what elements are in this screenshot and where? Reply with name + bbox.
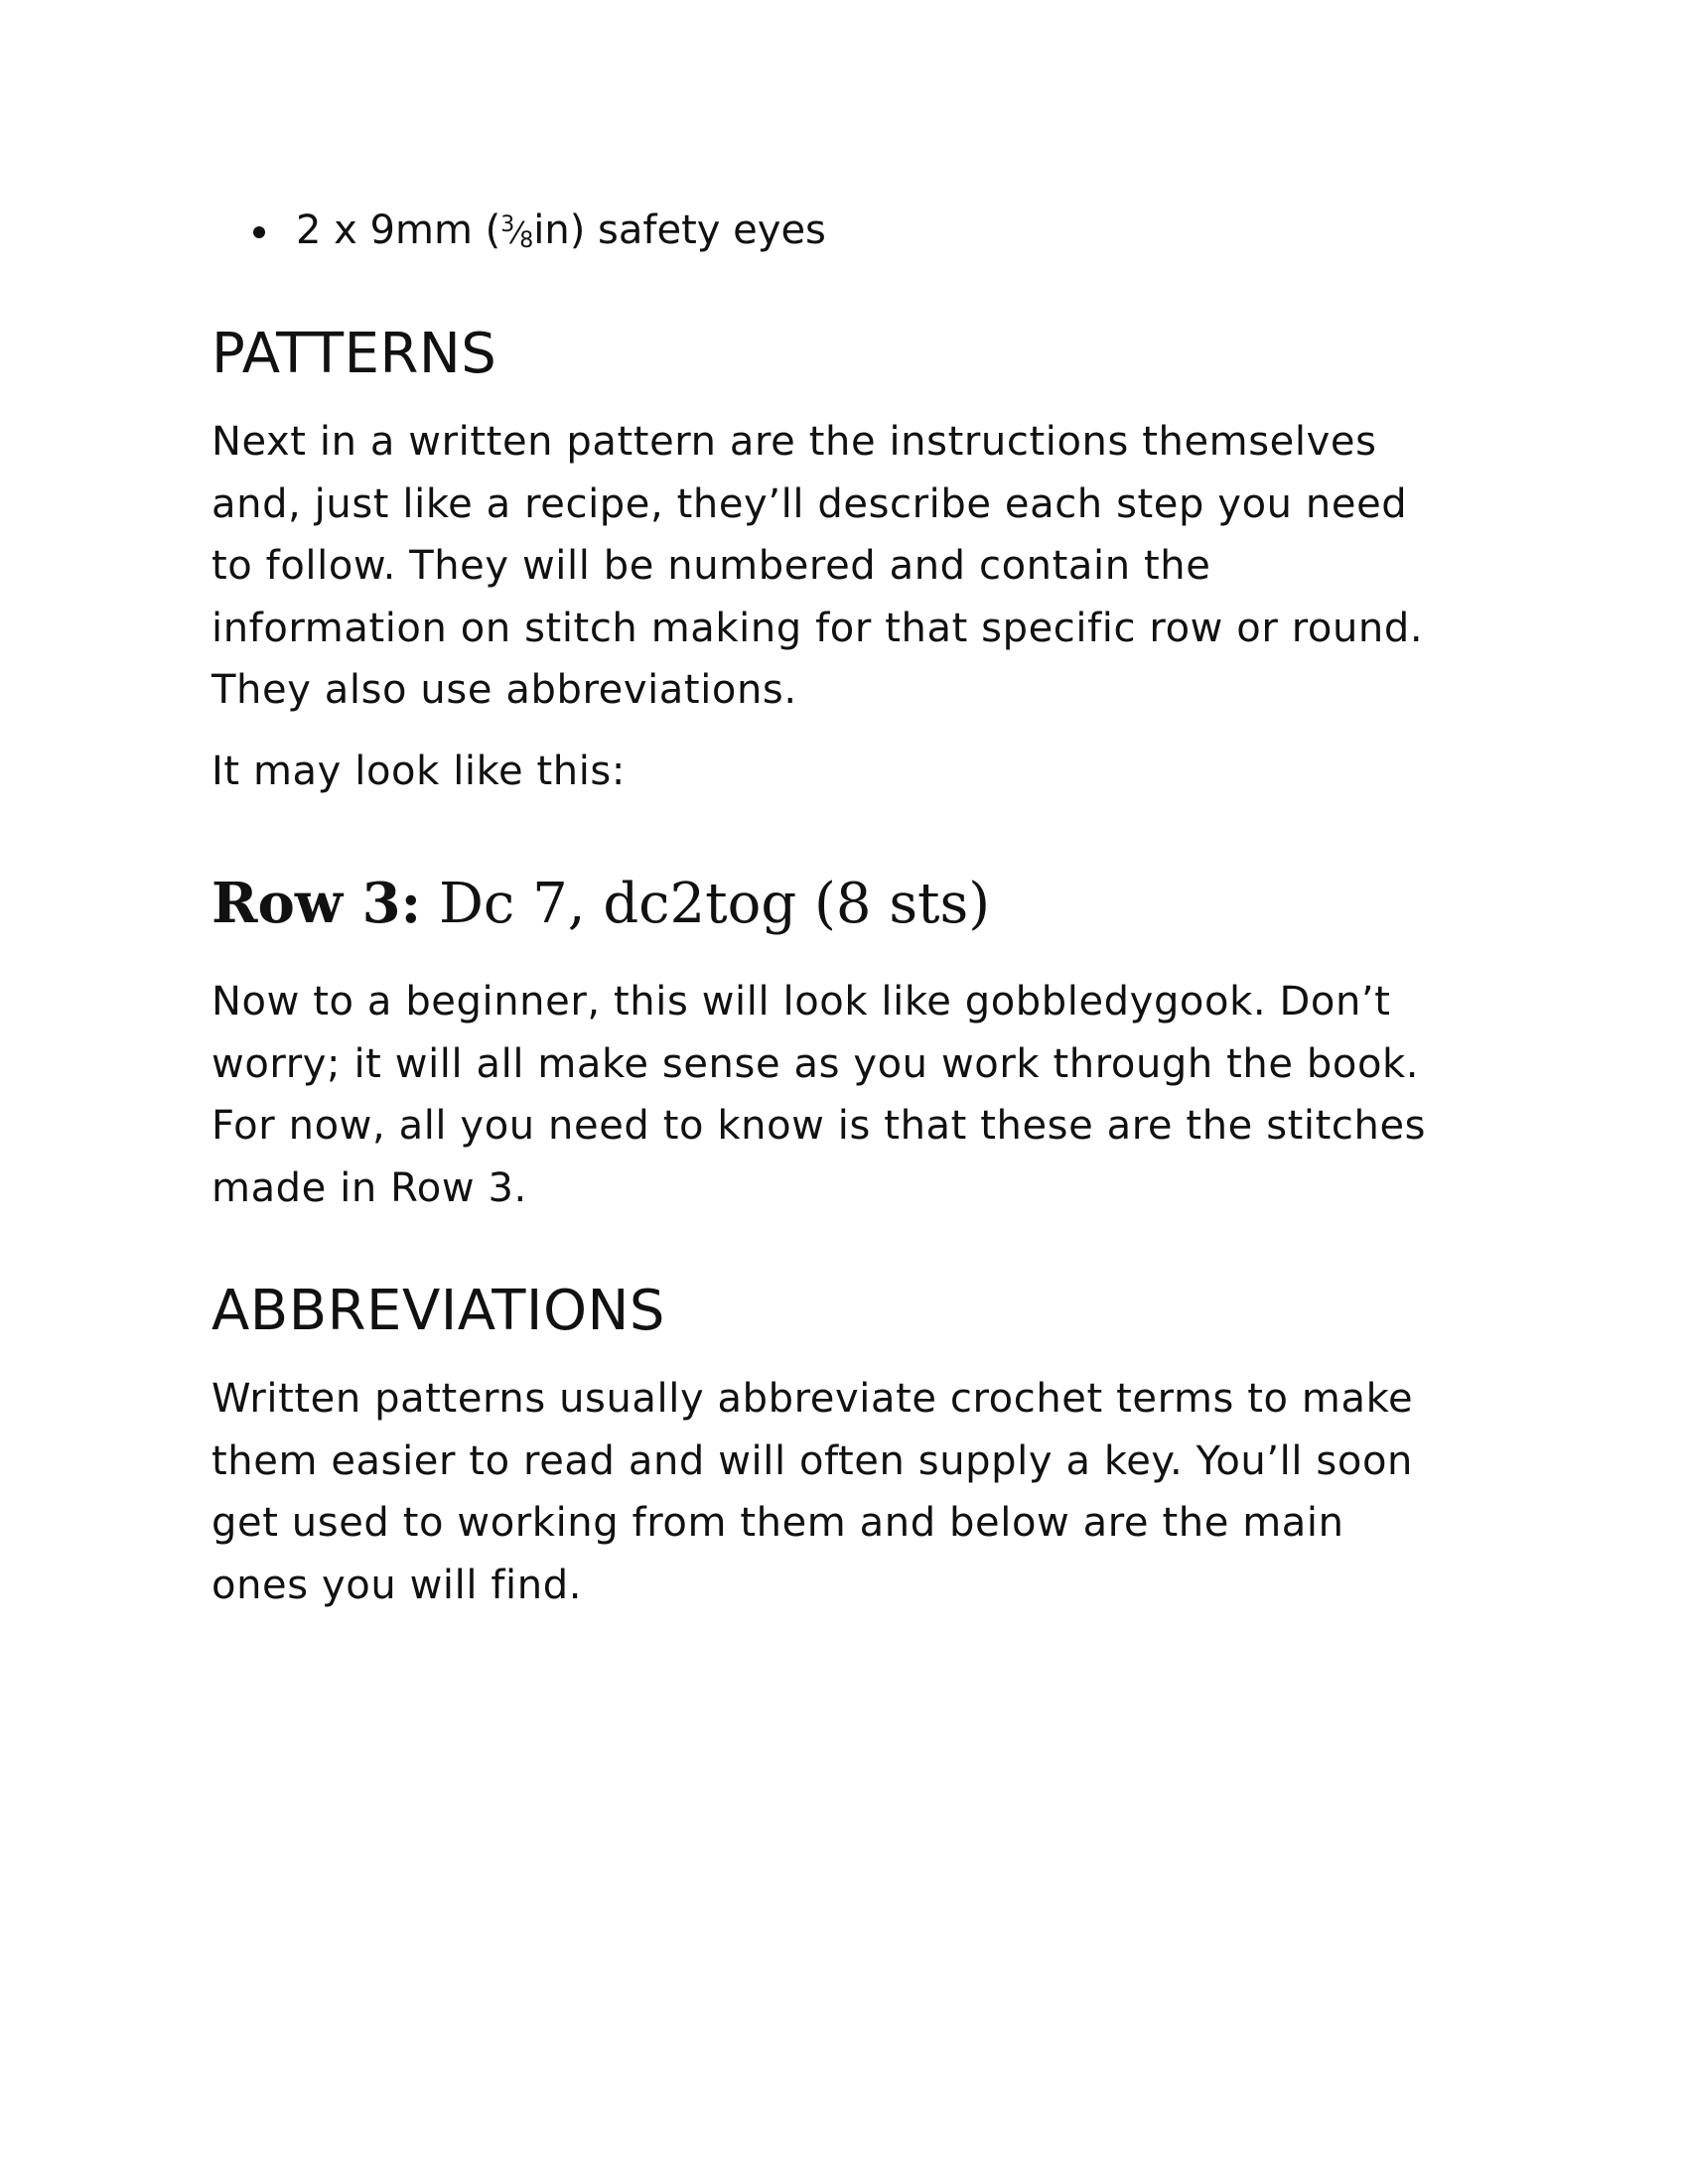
patterns-paragraph [211,411,1482,722]
paragraph-line: They also use abbreviations. [211,667,797,713]
materials-item-prefix: 2 x 9mm ( [296,207,501,253]
paragraph-line: ones you will find. [211,1562,583,1608]
materials-list [211,199,826,266]
paragraph-line: and, just like a recipe, they’ll describe each step you need [211,480,1408,527]
paragraph-line: Now to a beginner, this will look like gobbledygook. Don’t [211,979,1391,1024]
list-item [211,199,826,266]
paragraph-line: get used to working from them and below are the main [211,1500,1344,1546]
explanation-paragraph [211,971,1482,1219]
fraction-denominator: 8 [519,228,534,253]
abbreviations-heading: ABBREVIATIONS [211,1279,665,1343]
paragraph-line: worry; it will all make sense as you work through the book. [211,1040,1420,1087]
abbreviations-paragraph [211,1368,1482,1616]
row-label: Row 3: [211,871,422,936]
paragraph-line: Next in a written pattern are the instructions themselves [211,419,1377,465]
fraction-numerator: 3 [500,212,515,237]
paragraph-line: made in Row 3. [211,1164,527,1211]
paragraph-line: information on stitch making for that specific row or round. [211,605,1424,651]
row-example [211,869,990,939]
bullet-icon [253,226,265,238]
paragraph-line: It may look like this: [211,749,626,794]
paragraph-line: For now, all you need to know is that these are the stitches [211,1103,1427,1149]
example-intro [211,741,1482,803]
paragraph-line: to follow. They will be numbered and contain the [211,543,1211,589]
materials-item-suffix: in) safety eyes [533,207,826,253]
patterns-heading: PATTERNS [211,322,497,386]
fraction-slash: ⁄ [514,216,520,251]
fraction [500,207,533,253]
paragraph-line: them easier to read and will often supply a key. You’ll soon [211,1437,1413,1484]
row-instruction: Dc 7, dc2tog (8 sts) [421,872,991,936]
paragraph-line: Written patterns usually abbreviate crochet terms to make [211,1376,1414,1422]
